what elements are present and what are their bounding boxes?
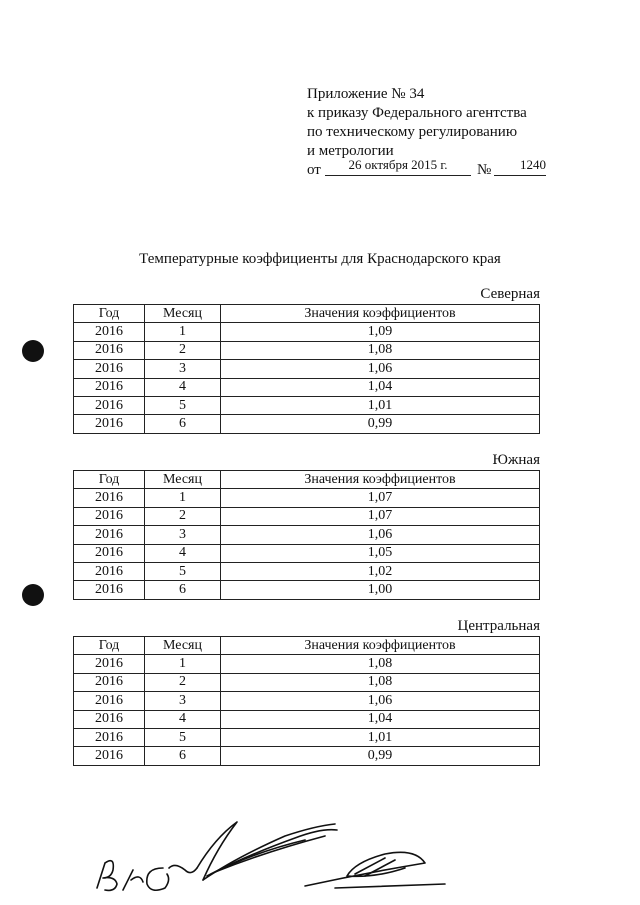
coefficients-table-south: [73, 470, 540, 600]
table-header-row: [74, 305, 540, 323]
cell-month: 2: [145, 507, 221, 525]
cell-value: 1,04: [221, 710, 540, 728]
table-row: [74, 341, 540, 359]
cell-month: 5: [145, 396, 221, 414]
region-label-south: Южная: [492, 452, 540, 468]
appendix-header: [307, 85, 557, 161]
region-label-central: Центральная: [457, 618, 540, 634]
table-row: [74, 415, 540, 433]
coefficients-table-central: [73, 636, 540, 766]
hole-punch-mark: [22, 584, 44, 606]
table-row: [74, 378, 540, 396]
cell-value: 1,08: [221, 655, 540, 673]
cell-year: 2016: [74, 378, 145, 396]
cell-year: 2016: [74, 710, 145, 728]
table-header-row: [74, 637, 540, 655]
cell-month: 6: [145, 747, 221, 765]
cell-month: 5: [145, 562, 221, 580]
date-prefix: от: [307, 162, 321, 178]
table-row: [74, 710, 540, 728]
column-header-year: Год: [74, 471, 145, 489]
order-date: 26 октября 2015 г.: [325, 157, 471, 176]
cell-month: 4: [145, 710, 221, 728]
cell-year: 2016: [74, 728, 145, 746]
cell-month: 3: [145, 692, 221, 710]
cell-value: 0,99: [221, 747, 540, 765]
table-row: [74, 396, 540, 414]
hole-punch-mark: [22, 340, 44, 362]
handwritten-signature: [85, 818, 465, 898]
cell-year: 2016: [74, 562, 145, 580]
cell-year: 2016: [74, 692, 145, 710]
number-prefix: №: [477, 162, 492, 178]
region-label-north: Северная: [480, 286, 540, 302]
appendix-title: Приложение № 34: [307, 86, 425, 102]
table-row: [74, 747, 540, 765]
cell-year: 2016: [74, 360, 145, 378]
cell-year: 2016: [74, 655, 145, 673]
cell-month: 2: [145, 341, 221, 359]
table-header-row: [74, 471, 540, 489]
table-row: [74, 544, 540, 562]
cell-year: 2016: [74, 341, 145, 359]
cell-year: 2016: [74, 489, 145, 507]
cell-value: 1,05: [221, 544, 540, 562]
cell-year: 2016: [74, 747, 145, 765]
table-row: [74, 526, 540, 544]
cell-month: 2: [145, 673, 221, 691]
table-row: [74, 507, 540, 525]
cell-month: 3: [145, 526, 221, 544]
cell-value: 1,07: [221, 507, 540, 525]
coefficients-table-north: [73, 304, 540, 434]
cell-month: 4: [145, 544, 221, 562]
cell-year: 2016: [74, 581, 145, 599]
cell-year: 2016: [74, 673, 145, 691]
cell-value: 1,08: [221, 673, 540, 691]
cell-month: 6: [145, 415, 221, 433]
document-title: Температурные коэффициенты для Краснодарского края: [139, 251, 501, 267]
cell-year: 2016: [74, 415, 145, 433]
cell-month: 5: [145, 728, 221, 746]
column-header-value: Значения коэффициентов: [221, 471, 540, 489]
column-header-month: Месяц: [145, 305, 221, 323]
cell-value: 1,04: [221, 378, 540, 396]
cell-year: 2016: [74, 526, 145, 544]
column-header-month: Месяц: [145, 471, 221, 489]
cell-month: 1: [145, 323, 221, 341]
signature-drawing: [85, 818, 465, 898]
cell-value: 1,01: [221, 728, 540, 746]
cell-year: 2016: [74, 544, 145, 562]
column-header-value: Значения коэффициентов: [221, 637, 540, 655]
cell-year: 2016: [74, 323, 145, 341]
cell-month: 1: [145, 655, 221, 673]
table-row: [74, 655, 540, 673]
table-row: [74, 323, 540, 341]
cell-value: 1,06: [221, 526, 540, 544]
cell-value: 1,06: [221, 360, 540, 378]
appendix-line-metrology: и метрологии: [307, 143, 394, 159]
cell-value: 1,08: [221, 341, 540, 359]
table-row: [74, 692, 540, 710]
column-header-year: Год: [74, 637, 145, 655]
cell-value: 1,09: [221, 323, 540, 341]
table-row: [74, 728, 540, 746]
cell-value: 1,01: [221, 396, 540, 414]
cell-month: 3: [145, 360, 221, 378]
table-row: [74, 562, 540, 580]
cell-year: 2016: [74, 396, 145, 414]
cell-value: 1,00: [221, 581, 540, 599]
appendix-line-order: к приказу Федерального агентства: [307, 105, 527, 121]
cell-year: 2016: [74, 507, 145, 525]
cell-value: 1,02: [221, 562, 540, 580]
cell-value: 1,07: [221, 489, 540, 507]
cell-month: 4: [145, 378, 221, 396]
column-header-value: Значения коэффициентов: [221, 305, 540, 323]
column-header-year: Год: [74, 305, 145, 323]
order-number: 1240: [494, 157, 546, 176]
cell-month: 6: [145, 581, 221, 599]
table-row: [74, 673, 540, 691]
table-row: [74, 581, 540, 599]
cell-month: 1: [145, 489, 221, 507]
order-date-number: [307, 157, 557, 179]
cell-value: 0,99: [221, 415, 540, 433]
column-header-month: Месяц: [145, 637, 221, 655]
table-row: [74, 489, 540, 507]
appendix-line-agency: по техническому регулированию: [307, 124, 518, 140]
cell-value: 1,06: [221, 692, 540, 710]
table-row: [74, 360, 540, 378]
